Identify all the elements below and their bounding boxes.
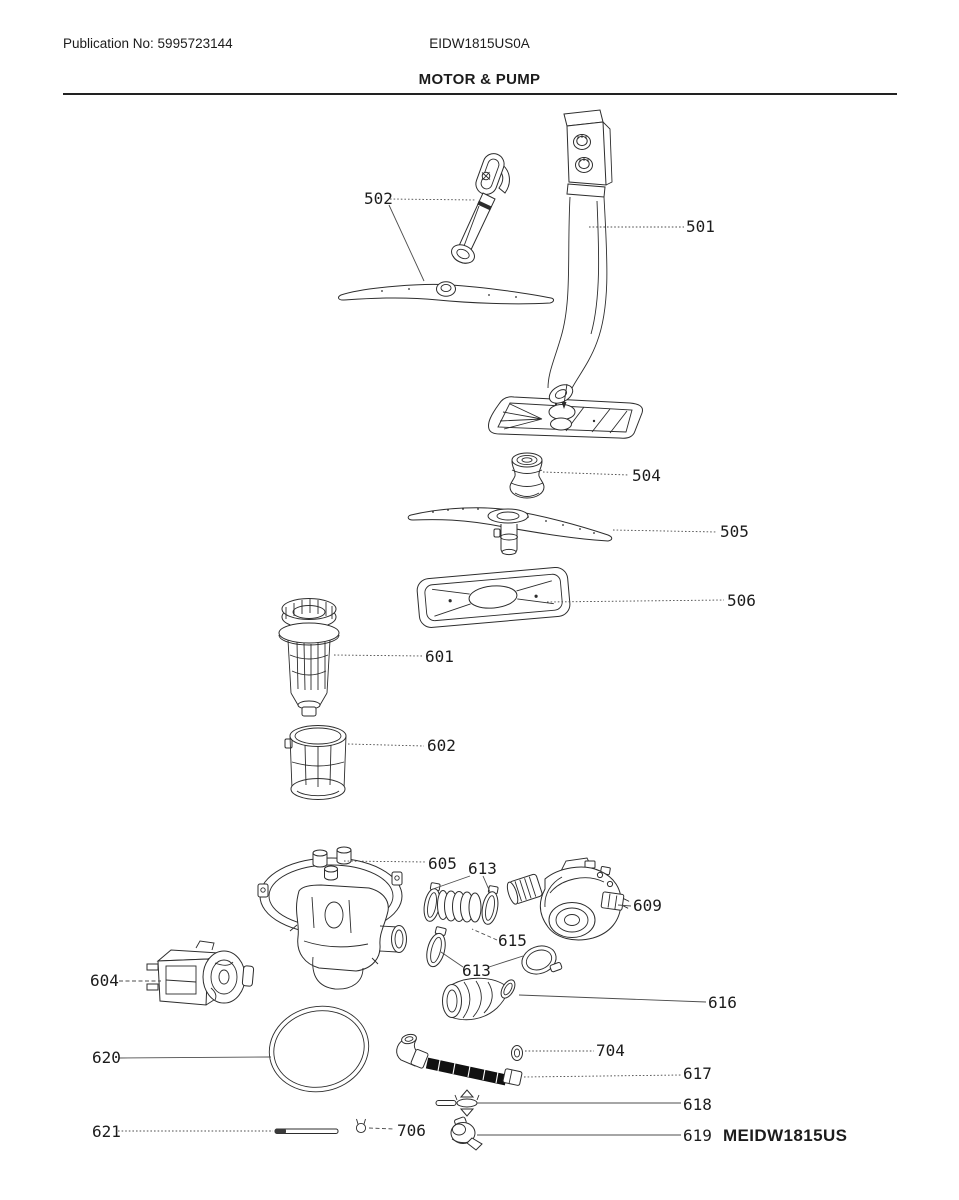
- callout-621: 621: [92, 1122, 121, 1141]
- part-505-lower-spray-arm: [408, 508, 612, 555]
- callout-602: 602: [427, 736, 456, 755]
- callout-704: 704: [596, 1041, 625, 1060]
- part-605-sump-housing: [258, 847, 407, 989]
- callout-504: 504: [632, 466, 661, 485]
- callout-505: 505: [720, 522, 749, 541]
- section-title: MOTOR & PUMP: [418, 71, 541, 88]
- callout-604: 604: [90, 971, 119, 990]
- part-609-motor-pump: [505, 858, 630, 940]
- callout-609: 609: [633, 896, 662, 915]
- part-616-elbow-hose: [443, 978, 518, 1020]
- part-502-feed-tube: [448, 151, 509, 267]
- part-613-hose-clamp-b: [480, 885, 501, 926]
- callout-620: 620: [92, 1048, 121, 1067]
- part-621-tube: [275, 1129, 338, 1134]
- callout-613-b: 613: [462, 961, 491, 980]
- part-601-filter-assembly: [279, 599, 339, 717]
- callout-615: 615: [498, 931, 527, 950]
- callout-601: 601: [425, 647, 454, 666]
- callout-617: 617: [683, 1064, 712, 1083]
- callout-618: 618: [683, 1095, 712, 1114]
- part-501-supply-tube: [548, 110, 612, 392]
- part-602-filter-cage: [285, 726, 346, 800]
- callout-619: 619: [683, 1126, 712, 1145]
- part-506-filter-plate: [416, 566, 571, 628]
- part-604-drain-pump: [147, 941, 254, 1005]
- part-501-mounting-plate: [488, 381, 642, 438]
- part-613-hose-clamp-c: [424, 926, 450, 969]
- part-620-gasket: [261, 997, 376, 1101]
- callout-605: 605: [428, 854, 457, 873]
- part-619-drain-fitting: [451, 1117, 482, 1150]
- callout-613-a: 613: [468, 859, 497, 878]
- part-618-check-valve: [436, 1090, 479, 1116]
- part-504-coupler: [510, 453, 544, 498]
- callout-616: 616: [708, 993, 737, 1012]
- part-502-middle-spray-arm: [339, 282, 554, 304]
- part-704-grommet: [512, 1046, 523, 1061]
- callout-506: 506: [727, 591, 756, 610]
- callout-501: 501: [686, 217, 715, 236]
- part-706-clip: [356, 1119, 365, 1133]
- callout-502: 502: [364, 189, 393, 208]
- publication-number: Publication No: 5995723144: [63, 36, 233, 51]
- footer-model-code: MEIDW1815US: [723, 1126, 848, 1145]
- part-617-drain-hose: [397, 1033, 523, 1086]
- callout-706: 706: [397, 1121, 426, 1140]
- model-number: EIDW1815US0A: [429, 36, 530, 51]
- part-615-coupler-hose: [438, 891, 482, 923]
